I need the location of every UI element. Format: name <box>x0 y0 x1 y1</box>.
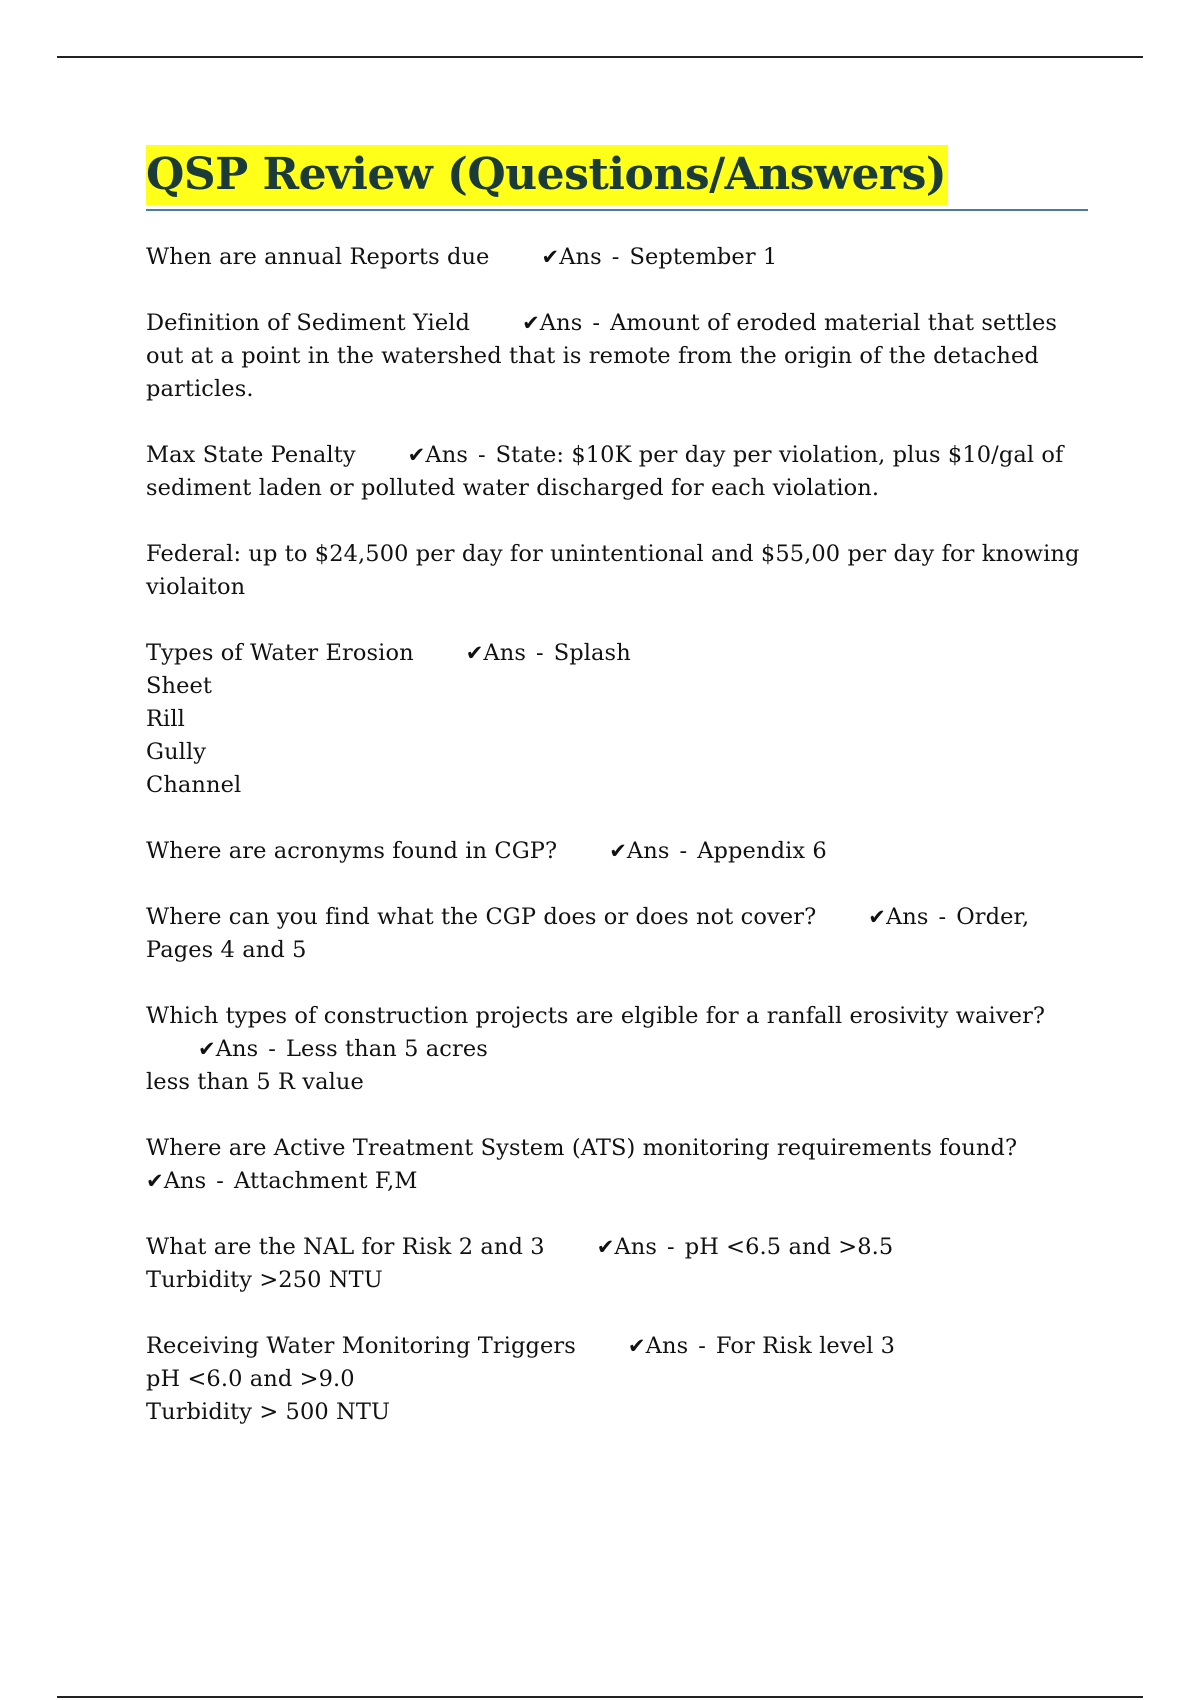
question-text: Where are Active Treatment System (ATS) monitoring requirements found? <box>146 1135 1018 1161</box>
question-text: What are the NAL for Risk 2 and 3 <box>146 1234 545 1260</box>
qa-item <box>146 901 1088 967</box>
separator: - <box>679 838 688 864</box>
separator: - <box>477 442 486 468</box>
ans-label: Ans <box>559 244 602 270</box>
separator: - <box>666 1234 675 1260</box>
qa-item <box>146 439 1088 505</box>
check-icon: ✔ <box>465 641 484 665</box>
separator: - <box>938 904 947 930</box>
separator: - <box>216 1168 224 1194</box>
answer-text: State: $10K per day per violation, plus $10/gal of sediment laden or polluted water discharged for each violation. <box>146 442 1064 501</box>
qa-item <box>146 1231 1088 1297</box>
ans-label: Ans <box>425 442 468 468</box>
qa-item <box>146 835 1088 868</box>
qa-item <box>146 1330 1088 1429</box>
separator: - <box>268 1036 276 1062</box>
check-icon: ✔ <box>522 311 540 335</box>
question-text: Which types of construction projects are elgible for a ranfall erosivity waiver? <box>146 1003 1046 1029</box>
answer-text: Appendix 6 <box>697 838 827 864</box>
question-text: Where can you find what the CGP does or does not cover? <box>146 904 817 930</box>
paragraph <box>146 538 1088 604</box>
question-text: When are annual Reports due <box>146 244 490 270</box>
title-block <box>146 145 1088 211</box>
question-text: Receiving Water Monitoring Triggers <box>146 1333 576 1359</box>
answer-line: Sheet <box>146 673 213 699</box>
answer-line: Turbidity > 500 NTU <box>146 1399 391 1425</box>
answer-text: Less than 5 acres <box>286 1036 488 1062</box>
answer-line: Turbidity >250 NTU <box>146 1267 383 1293</box>
check-icon: ✔ <box>146 1169 164 1193</box>
check-icon: ✔ <box>407 443 426 467</box>
ans-label: Ans <box>483 640 527 666</box>
qa-item <box>146 1132 1088 1198</box>
answer-text: Order, Pages 4 and 5 <box>146 904 1030 963</box>
separator: - <box>592 310 601 336</box>
qa-item <box>146 307 1088 406</box>
qa-item <box>146 1000 1088 1099</box>
answer-line: pH <6.0 and >9.0 <box>146 1366 355 1392</box>
answer-text: Splash <box>553 640 631 666</box>
ans-label: Ans <box>215 1036 259 1062</box>
answer-line: Gully <box>146 739 207 765</box>
answer-line: less than 5 R value <box>146 1069 364 1095</box>
check-icon: ✔ <box>627 1334 646 1358</box>
qa-item <box>146 241 1088 274</box>
document-title: QSP Review (Questions/Answers) <box>146 145 948 205</box>
question-text: Max State Penalty <box>146 442 356 468</box>
answer-text: Amount of eroded material that settles out at a point in the watershed that is remote from the origin of the detached particles. <box>146 310 1058 402</box>
check-icon: ✔ <box>541 245 560 269</box>
top-rule <box>57 56 1143 58</box>
paragraph-text: Federal: up to $24,500 per day for unintentional and $55,00 per day for knowing violaiton <box>146 541 1080 600</box>
separator: - <box>536 640 544 666</box>
answer-line: Channel <box>146 772 242 798</box>
answer-text: pH <6.5 and >8.5 <box>684 1234 894 1260</box>
ans-label: Ans <box>539 310 583 336</box>
check-icon: ✔ <box>596 1235 615 1259</box>
question-text: Where are acronyms found in CGP? <box>146 838 558 864</box>
bottom-rule <box>57 1696 1143 1698</box>
ans-label: Ans <box>614 1234 657 1260</box>
answer-text: For Risk level 3 <box>715 1333 896 1359</box>
answer-text: September 1 <box>629 244 778 270</box>
ans-label: Ans <box>885 904 929 930</box>
answer-line: Rill <box>146 706 185 732</box>
check-icon: ✔ <box>609 839 627 863</box>
qa-item <box>146 637 1088 802</box>
ans-label: Ans <box>626 838 670 864</box>
check-icon: ✔ <box>868 905 886 929</box>
question-text: Definition of Sediment Yield <box>146 310 471 336</box>
document-body <box>146 145 1088 1462</box>
ans-label: Ans <box>163 1168 207 1194</box>
question-text: Types of Water Erosion <box>146 640 414 666</box>
ans-label: Ans <box>645 1333 689 1359</box>
separator: - <box>611 244 620 270</box>
separator: - <box>698 1333 706 1359</box>
check-icon: ✔ <box>198 1037 216 1061</box>
answer-text: Attachment F,M <box>234 1168 418 1194</box>
